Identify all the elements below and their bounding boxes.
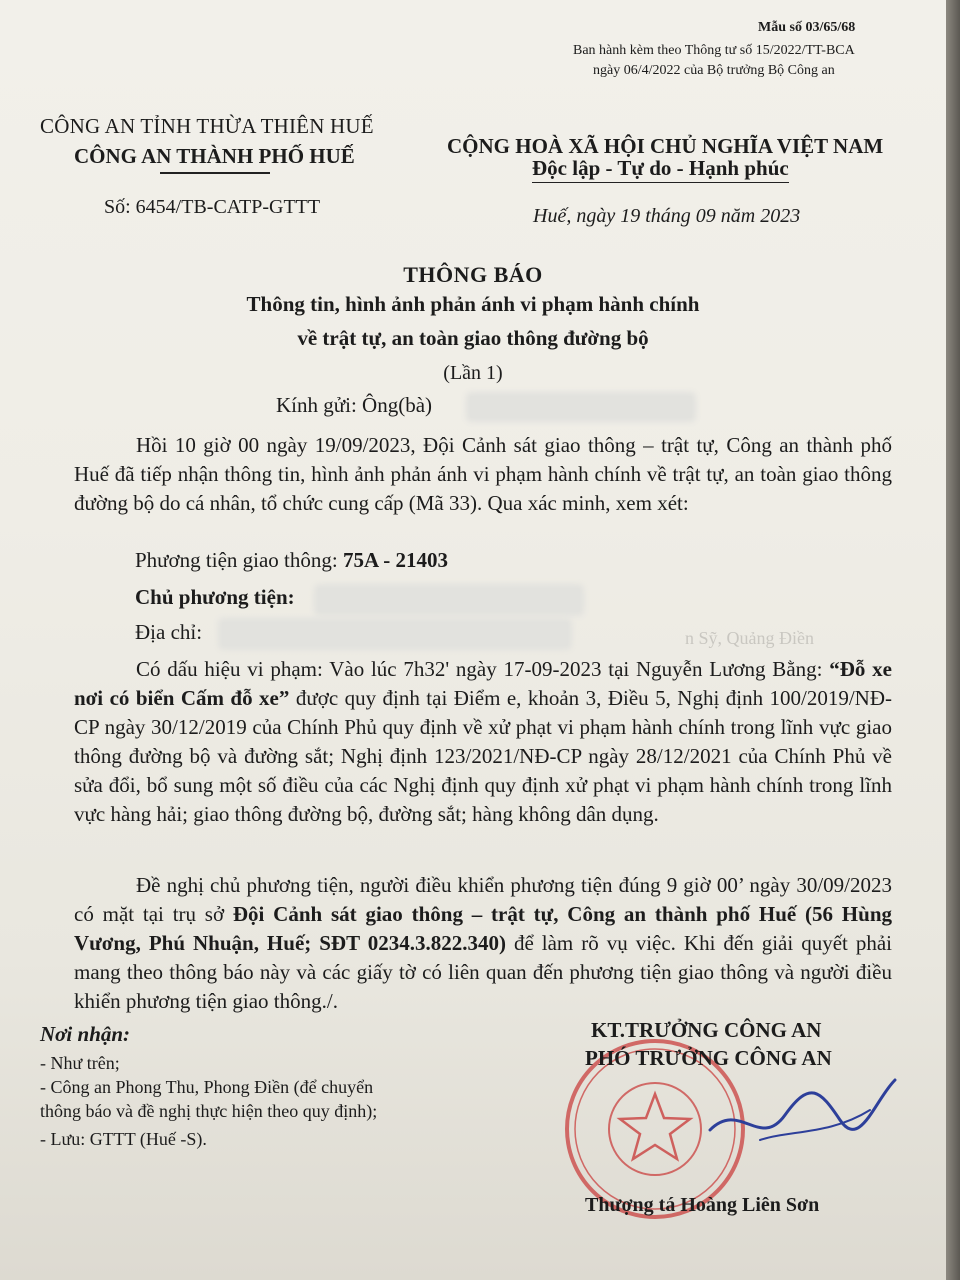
violation-legal-basis: được quy định tại Điểm e, khoản 3, Điều 5, Nghị định 100/2019/NĐ-CP ngày 30/12/2019 của Chính Phủ quy định về xử phạt vi phạm hành chính trong lĩnh vực giao thông đường bộ và đường sắt; Nghị định 123/2021/NĐ-CP ngày 28/12/2021 của Chính Phủ về sửa đổi, bổ sung một số điều của các Nghị định quy định xử phạt vi phạm hành chính trong lĩnh vực hàng hải; giao thông đường bộ, đường sắt; hàng không dân dụng. bbox=[74, 686, 893, 826]
issued-note bbox=[573, 41, 855, 81]
redacted-address bbox=[222, 622, 568, 646]
request-paragraph bbox=[74, 871, 892, 1016]
sign-title-1: KT.TRƯỞNG CÔNG AN bbox=[591, 1018, 822, 1042]
owner-field bbox=[135, 585, 295, 610]
violation-paragraph bbox=[74, 655, 892, 829]
org-line-1: CÔNG AN TỈNH THỪA THIÊN HUẾ bbox=[40, 114, 374, 138]
redacted-owner bbox=[318, 588, 580, 612]
issued-line-2: ngày 06/4/2022 của Bộ trưởng Bộ Công an bbox=[593, 63, 835, 78]
violation-lead: Có dấu hiệu vi phạm: Vào lúc 7h32' ngày 17-09-2023 tại Nguyễn Lương Bằng: bbox=[136, 657, 823, 681]
table-surface-edge bbox=[946, 0, 960, 1280]
vehicle-field bbox=[135, 548, 448, 573]
receiver-item: - Lưu: GTTT (Huế -S). bbox=[40, 1129, 207, 1149]
org-underline bbox=[160, 172, 270, 174]
owner-label: Chủ phương tiện: bbox=[135, 585, 295, 609]
receivers-heading: Nơi nhận: bbox=[40, 1022, 131, 1046]
notice-count: (Lần 1) bbox=[443, 362, 503, 384]
signer-name: Thượng tá Hoàng Liên Sơn bbox=[585, 1194, 820, 1216]
org-line-2: CÔNG AN THÀNH PHỐ HUẾ bbox=[74, 144, 355, 168]
request-office: Đội Cảnh sát giao thông – trật tự, Công an thành phố Huế (56 Hùng Vương, Phú Nhuận, Huế; SĐT 0234.3.822.340) bbox=[74, 902, 892, 955]
doc-title: THÔNG BÁO bbox=[403, 262, 543, 287]
handwritten-signature bbox=[700, 1060, 900, 1180]
issued-line-1: Ban hành kèm theo Thông tư số 15/2022/TT-BCA bbox=[573, 43, 855, 58]
nation-motto: Độc lập - Tự do - Hạnh phúc bbox=[532, 156, 789, 183]
document-number: Số: 6454/TB-CATP-GTTT bbox=[104, 196, 321, 218]
address-field bbox=[135, 620, 202, 645]
vehicle-plate: 75A - 21403 bbox=[342, 548, 448, 572]
request-rest: để làm rõ vụ việc. Khi đến giải quyết phải mang theo thông báo này và các giấy tờ có liên quan đến phương tiện giao thông và người điều khiển phương tiện giao thông./. bbox=[74, 931, 893, 1013]
intro-paragraph bbox=[74, 431, 892, 518]
document-date: Huế, ngày 19 tháng 09 năm 2023 bbox=[533, 205, 801, 227]
receiver-item: - Công an Phong Thu, Phong Điền (để chuyển bbox=[40, 1077, 374, 1097]
doc-subtitle-1: Thông tin, hình ảnh phản ánh vi phạm hành chính bbox=[246, 292, 700, 316]
recipient-label: Kính gửi: Ông(bà) bbox=[276, 393, 433, 417]
violation-quote: “Đỗ xe nơi có biển Cấm đỗ xe” bbox=[74, 657, 892, 710]
sign-title-2: PHÓ TRƯỞNG CÔNG AN bbox=[585, 1046, 832, 1070]
address-label: Địa chỉ: bbox=[135, 620, 203, 644]
form-number: Mẫu số 03/65/68 bbox=[758, 20, 856, 35]
address-faded-text: n Sỹ, Quảng Điền bbox=[685, 628, 814, 648]
receiver-item: thông báo và đề nghị thực hiện theo quy định); bbox=[40, 1101, 378, 1121]
doc-subtitle-2: về trật tự, an toàn giao thông đường bộ bbox=[297, 326, 649, 350]
request-lead: Đề nghị chủ phương tiện, người điều khiển phương tiện đúng 9 giờ 00’ ngày 30/09/2023 có mặt tại trụ sở bbox=[74, 873, 892, 926]
nation-line-1: CỘNG HOÀ XÃ HỘI CHỦ NGHĨA VIỆT NAM bbox=[447, 134, 884, 158]
vehicle-label: Phương tiện giao thông: bbox=[135, 548, 338, 572]
redacted-recipient bbox=[470, 396, 692, 418]
receiver-item: - Như trên; bbox=[40, 1053, 120, 1073]
intro-text: Hồi 10 giờ 00 ngày 19/09/2023, Đội Cảnh sát giao thông – trật tự, Công an thành phố Huế đã tiếp nhận thông tin, hình ảnh phản ánh vi phạm hành chính về trật tự, an toàn giao thông đường bộ do cá nhân, tổ chức cung cấp (Mã 33). Qua xác minh, xem xét: bbox=[74, 433, 892, 515]
